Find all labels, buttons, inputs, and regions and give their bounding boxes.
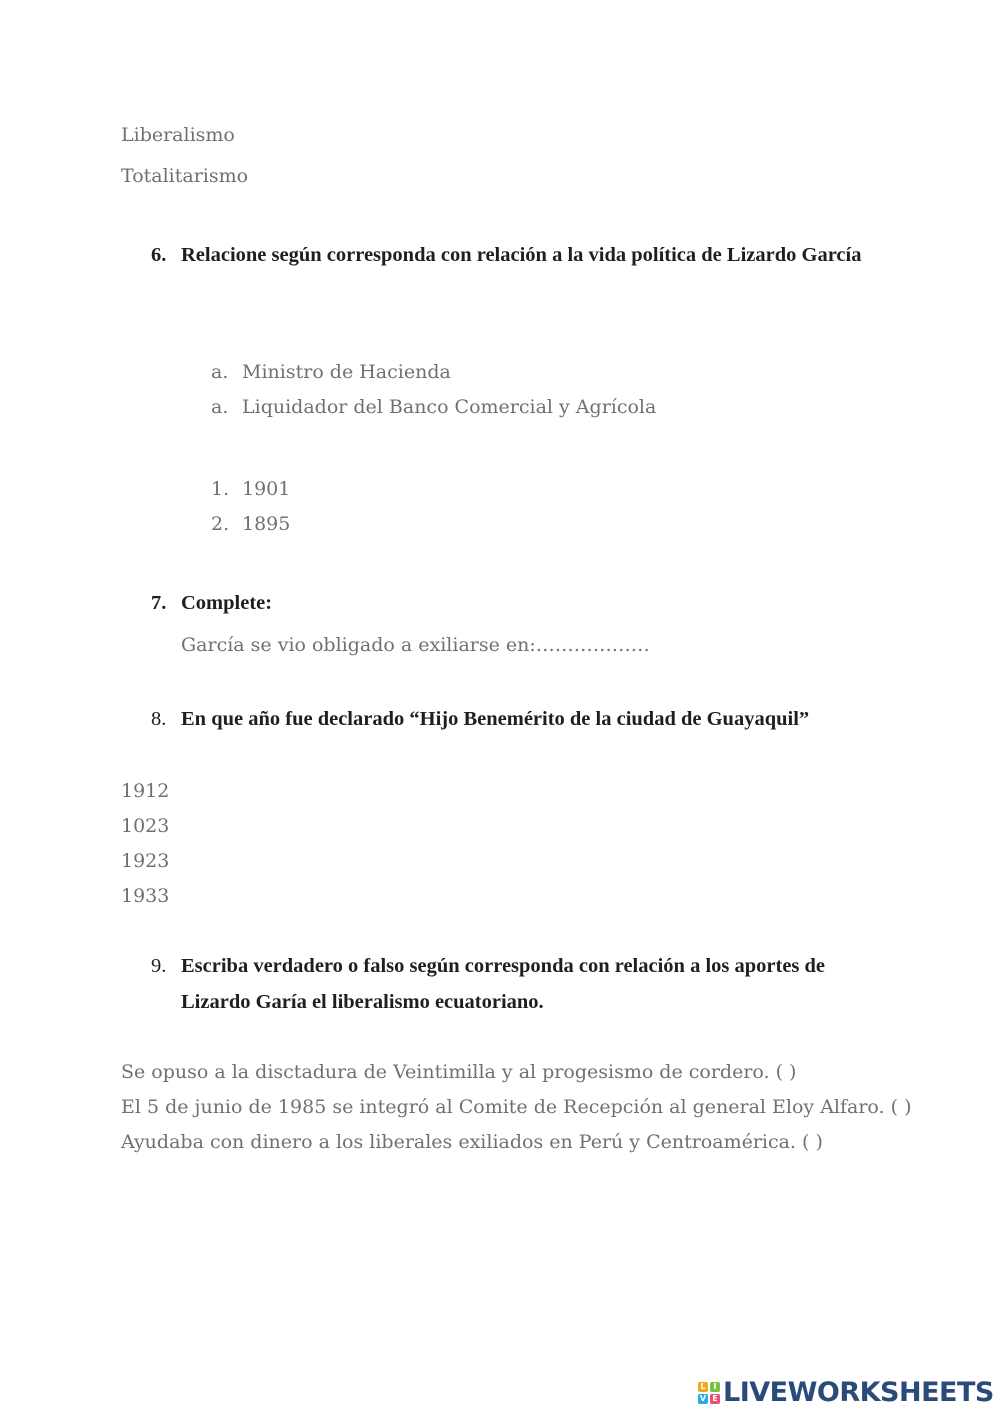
year-option: 1923	[121, 850, 170, 872]
true-false-statement: El 5 de junio de 1985 se integró al Comite de Recepción al general Eloy Alfaro. ( )	[121, 1096, 912, 1118]
list-text: Ministro de Hacienda	[242, 361, 451, 383]
question-text: En que año fue declarado “Hijo Benemérito de la ciudad de Guayaquil”	[181, 708, 810, 730]
cube-letter: I	[710, 1382, 720, 1392]
liveworksheets-logo	[698, 1378, 994, 1408]
list-text: 1895	[242, 513, 291, 535]
fill-in-blank: García se vio obligado a exiliarse en:………………	[181, 634, 650, 656]
question-text: Relacione según corresponda con relación a la vida política de Lizardo García	[181, 244, 862, 266]
year-option: 1023	[121, 815, 170, 837]
question-number: 8.	[151, 708, 167, 730]
cube-letter: E	[710, 1394, 720, 1404]
list-marker: 2.	[211, 513, 230, 535]
logo-cube-icon	[698, 1382, 720, 1404]
logo-wordmark: LIVEWORKSHEETS	[723, 1377, 994, 1408]
question-number: 9.	[151, 955, 167, 977]
question-number: 7.	[151, 592, 167, 614]
true-false-statement: Ayudaba con dinero a los liberales exiliados en Perú y Centroamérica. ( )	[121, 1131, 823, 1153]
cube-letter: V	[699, 1394, 707, 1403]
list-text: Liquidador del Banco Comercial y Agrícola	[242, 396, 657, 418]
true-false-statement: Se opuso a la disctadura de Veintimilla y al progesismo de cordero. ( )	[121, 1061, 797, 1083]
question-title: Complete:	[181, 592, 273, 614]
cube-letter: L	[698, 1382, 708, 1392]
year-option: 1912	[121, 780, 170, 802]
question-number: 6.	[151, 244, 167, 266]
list-marker: a.	[211, 361, 229, 383]
question-text: Escriba verdadero o falso según corresponda con relación a los aportes de Lizardo Garía el liberalismo ecuatoriano.	[181, 955, 826, 1013]
list-marker: 1.	[211, 478, 230, 500]
list-text: 1901	[242, 478, 291, 500]
option-liberalismo: Liberalismo	[121, 124, 235, 146]
list-marker: a.	[211, 396, 229, 418]
option-totalitarismo: Totalitarismo	[121, 165, 249, 187]
year-option: 1933	[121, 885, 170, 907]
